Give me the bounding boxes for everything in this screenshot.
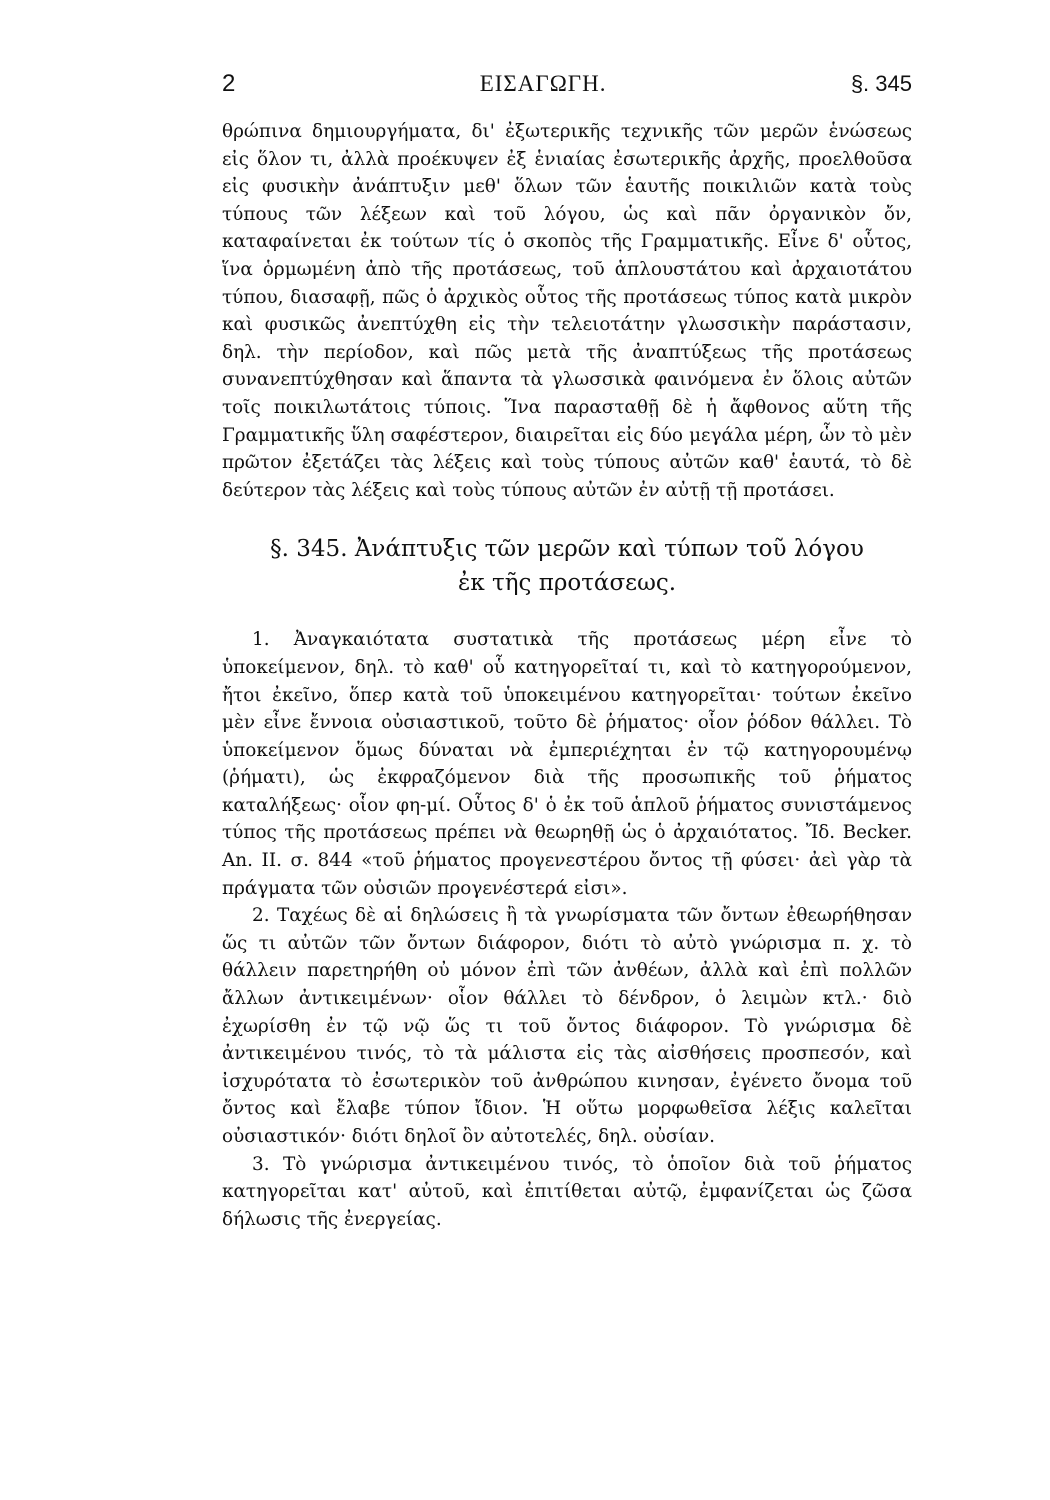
intro-paragraph: θρώπινα δημιουργήματα, δι' ἐξωτερικῆς τεχνικῆς τῶν μερῶν ἑνώσεως εἰς ὅλον τι, ἀλλὰ προέκυψεν ἐξ ἑνιαίας ἐσωτερικῆς ἀρχῆς, προελθοῦσα εἰς φυσικὴν ἀνάπτυξιν μεθ' ὅλων τῶν ἑαυτῆς ποικιλιῶν κατὰ τοὺς τύπους τῶν λέξεων καὶ τοῦ λόγου, ὡς καὶ πᾶν ὀργανικὸν ὄν, καταφαίνεται ἐκ τούτων τίς ὁ σκοπὸς τῆς Γραμματικῆς. Εἶνε δ' οὗτος, ἵνα ὁρμωμένη ἀπὸ τῆς προτάσεως, τοῦ ἁπλουστάτου καὶ ἀρχαιοτάτου τύπου, διασαφῇ, πῶς ὁ ἀρχικὸς οὗτος τῆς προτάσεως τύπος κατὰ μικρὸν καὶ φυσικῶς ἀνεπτύχθη εἰς τὴν τελειοτάτην γλωσσικὴν παράστασιν, δηλ. τὴν περίοδον, καὶ πῶς μετὰ τῆς ἀναπτύξεως τῆς προτάσεως συνανεπτύχθησαν καὶ ἅπαντα τὰ γλωσσικὰ φαινόμενα ἐν ὅλοις αὐτῶν τοῖς ποικιλωτάτοις τύποις. Ἵνα παρασταθῇ δὲ ἡ ἄφθονος αὕτη τῆς Γραμματικῆς ὕλη σαφέστερον, διαιρεῖται εἰς δύο μεγάλα μέρη, ὧν τὸ μὲν πρῶτον ἐξετάζει τὰς λέξεις καὶ τοὺς τύπους αὐτῶν καθ' ἑαυτά, τὸ δὲ δεύτερον τὰς λέξεις καὶ τοὺς τύπους αὐτῶν ἐν αὐτῇ τῇ προτάσει. xyxy=(222,121,912,501)
running-title: ΕΙΣΑΓΩΓΗ. xyxy=(479,71,607,96)
paragraph-2-text: Ταχέως δὲ αἱ δηλώσεις ἢ τὰ γνωρίσματα τῶν ὄντων ἐθεωρήθησαν ὥς τι αὐτῶν τῶν ὄντων διάφορον, διότι τὸ αὐτὸ γνώρισμα π. χ. τὸ θάλλειν παρετηρήθη οὐ μόνον ἐπὶ τῶν ἀνθέων, ἀλλὰ καὶ ἐπὶ πολλῶν ἄλλων ἀντικειμένων· οἷον θάλλει τὸ δένδρον, ὁ λειμὼν κτλ.· διὸ ἐχωρίσθη ἐν τῷ νῷ ὥς τι τοῦ ὄντος διάφορον. Τὸ γνώρισμα δὲ ἀντικειμένου τινός, τὸ τὰ μάλιστα εἰς τὰς αἰσθήσεις προσπεσόν, καὶ ἰσχυρότατα τὸ ἐσωτερικὸν τοῦ ἀνθρώπου κινησαν, ἐγένετο ὄνομα τοῦ ὄντος καὶ ἔλαβε τύπον ἴδιον. Ἡ οὕτω μορφωθεῖσα λέξις καλεῖται οὐσιαστικόν· διότι δηλοῖ ὂν αὐτοτελές, δηλ. οὐσίαν. xyxy=(222,905,912,1147)
paragraph-1 xyxy=(222,626,912,902)
paragraph-3-number: 3. xyxy=(252,1153,270,1175)
book-page xyxy=(222,70,912,1233)
section-heading-line-2: ἐκ τῆς προτάσεως. xyxy=(457,570,677,597)
paragraph-2-number: 2. xyxy=(252,905,270,927)
running-header xyxy=(222,70,912,106)
paragraph-3 xyxy=(222,1151,912,1234)
section-reference: §. 345 xyxy=(850,71,912,96)
paragraph-2 xyxy=(222,902,912,1150)
paragraph-1-text: Ἀναγκαιότατα συστατικὰ τῆς προτάσεως μέρη εἶνε τὸ ὑποκείμενον, δηλ. τὸ καθ' οὗ κατηγορεῖταί τι, καὶ τὸ κατηγορούμενον, ἤτοι ἐκεῖνο, ὅπερ κατὰ τοῦ ὑποκειμένου κατηγορεῖται· τούτων ἐκεῖνο μὲν εἶνε ἔννοια οὐσιαστικοῦ, τοῦτο δὲ ῥήματος· οἷον ῥόδον θάλλει. Τὸ ὑποκείμενον ὅμως δύναται νὰ ἐμπεριέχηται ἐν τῷ κατηγορουμένῳ (ῥήματι), ὡς ἐκφραζόμενον διὰ τῆς προσωπικῆς τοῦ ῥήματος καταλήξεως· οἷον φη-μί. Οὗτος δ' ὁ ἐκ τοῦ ἁπλοῦ ῥήματος συνιστάμενος τύπος τῆς προτάσεως πρέπει νὰ θεωρηθῇ ὡς ὁ ἀρχαιότατος. Ἴδ. Becker. An. II. σ. 844 «τοῦ ῥήματος προγενεστέρου ὄντος τῇ φύσει· ἀεὶ γὰρ τὰ πράγματα τῶν οὐσιῶν προγενέστερά εἰσι». xyxy=(222,629,912,899)
section-heading xyxy=(222,532,912,600)
paragraph-1-number: 1. xyxy=(252,629,270,651)
section-heading-line-1: §. 345. Ἀνάπτυξις τῶν μερῶν καὶ τύπων τοῦ λόγου xyxy=(270,536,864,563)
paragraph-3-text: Τὸ γνώρισμα ἀντικειμένου τινός, τὸ ὁποῖον διὰ τοῦ ῥήματος κατηγορεῖται κατ' αὐτοῦ, καὶ ἐπιτίθεται αὐτῷ, ἐμφανίζεται ὡς ζῶσα δήλωσις τῆς ἐνεργείας. xyxy=(222,1153,912,1230)
page-number: 2 xyxy=(222,70,236,97)
